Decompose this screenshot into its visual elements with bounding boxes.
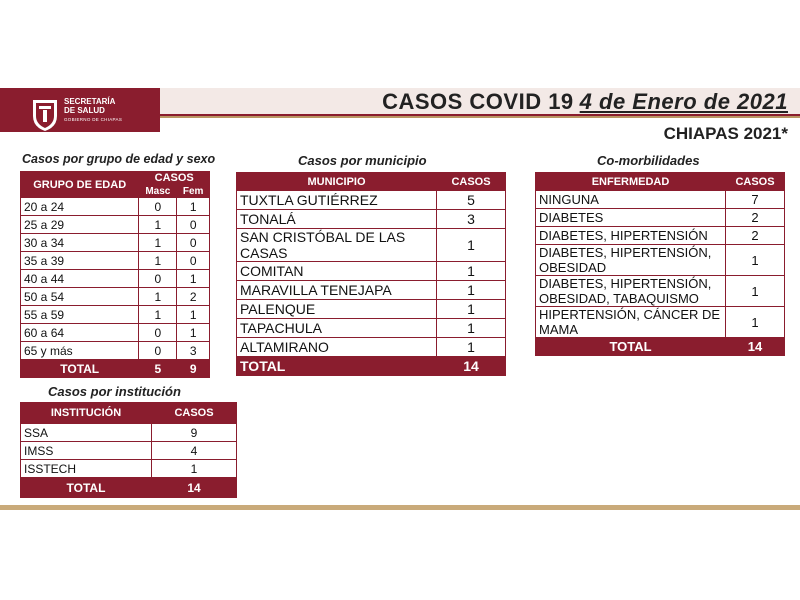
- fem-cell: 1: [177, 198, 210, 216]
- enfermedad-name-cell: DIABETES, HIPERTENSIÓN, OBESIDAD, TABAQUISMO: [536, 276, 726, 307]
- municipio-casos-cell: 1: [437, 300, 506, 319]
- table-row: [21, 234, 210, 252]
- col-grupo-edad: GRUPO DE EDAD: [21, 172, 139, 198]
- comorbilidades-table: [535, 172, 785, 356]
- institucion-section-title: Casos por institución: [48, 384, 181, 399]
- fem-cell: 1: [177, 324, 210, 342]
- col-fem: Fem: [177, 185, 210, 198]
- masc-cell: 1: [139, 288, 177, 306]
- table-row: [237, 300, 506, 319]
- age-group-cell: 40 a 44: [21, 270, 139, 288]
- comorbilidades-total-row: [536, 338, 785, 356]
- municipio-section-title: Casos por municipio: [298, 153, 427, 168]
- table-row: [21, 442, 237, 460]
- col-municipio: MUNICIPIO: [237, 173, 437, 191]
- institucion-casos-cell: 9: [152, 424, 237, 442]
- table-row: [21, 324, 210, 342]
- masc-cell: 0: [139, 324, 177, 342]
- masc-cell: 1: [139, 306, 177, 324]
- col-casos: CASOS: [139, 172, 210, 185]
- title-text: CASOS COVID 19: [382, 89, 574, 114]
- institucion-name-cell: SSA: [21, 424, 152, 442]
- table-row: [21, 460, 237, 478]
- municipio-casos-cell: 1: [437, 319, 506, 338]
- total-value: 14: [152, 478, 237, 498]
- table-row: [21, 306, 210, 324]
- edad-section-title: Casos por grupo de edad y sexo: [22, 152, 216, 166]
- municipio-casos-cell: 1: [437, 262, 506, 281]
- municipio-casos-cell: 3: [437, 210, 506, 229]
- fem-cell: 0: [177, 234, 210, 252]
- col-casos: CASOS: [437, 173, 506, 191]
- municipio-total-row: [237, 357, 506, 376]
- table-row: [536, 191, 785, 209]
- table-row: [536, 245, 785, 276]
- col-enfermedad: ENFERMEDAD: [536, 173, 726, 191]
- table-row: [21, 252, 210, 270]
- municipio-name-cell: PALENQUE: [237, 300, 437, 319]
- region-label: CHIAPAS 2021*: [663, 124, 788, 143]
- enfermedad-name-cell: DIABETES, HIPERTENSIÓN, OBESIDAD: [536, 245, 726, 276]
- institucion-casos-cell: 4: [152, 442, 237, 460]
- footer-bar: [0, 505, 800, 510]
- masc-cell: 0: [139, 270, 177, 288]
- col-casos: CASOS: [726, 173, 785, 191]
- secretaria-logo-icon: [30, 96, 60, 132]
- municipio-casos-cell: 5: [437, 191, 506, 210]
- enfermedad-casos-cell: 1: [726, 276, 785, 307]
- institucion-casos-cell: 1: [152, 460, 237, 478]
- title-date: 4 de Enero de 2021: [579, 89, 788, 114]
- comorbilidades-section-title: Co-morbilidades: [597, 153, 700, 168]
- age-group-cell: 20 a 24: [21, 198, 139, 216]
- table-row: [536, 307, 785, 338]
- municipio-table: [236, 172, 506, 376]
- total-label: TOTAL: [21, 478, 152, 498]
- table-row: [536, 227, 785, 245]
- age-group-cell: 35 a 39: [21, 252, 139, 270]
- institucion-name-cell: ISSTECH: [21, 460, 152, 478]
- fem-cell: 1: [177, 306, 210, 324]
- table-row: [21, 288, 210, 306]
- municipio-casos-cell: 1: [437, 229, 506, 262]
- age-group-cell: 65 y más: [21, 342, 139, 360]
- edad-table: [20, 171, 210, 378]
- institucion-table: [20, 402, 237, 498]
- enfermedad-name-cell: NINGUNA: [536, 191, 726, 209]
- total-value: 14: [437, 357, 506, 376]
- masc-cell: 1: [139, 216, 177, 234]
- table-row: [237, 191, 506, 210]
- total-label: TOTAL: [237, 357, 437, 376]
- logo-text: [64, 97, 122, 124]
- col-masc: Masc: [139, 185, 177, 198]
- masc-cell: 1: [139, 252, 177, 270]
- municipio-name-cell: SAN CRISTÓBAL DE LAS CASAS: [237, 229, 437, 262]
- table-row: [536, 209, 785, 227]
- municipio-name-cell: TAPACHULA: [237, 319, 437, 338]
- edad-total-row: [21, 360, 210, 378]
- fem-cell: 3: [177, 342, 210, 360]
- logo-line2: DE SALUD: [64, 106, 105, 115]
- page-title: [382, 88, 788, 116]
- total-label: TOTAL: [21, 360, 139, 378]
- table-row: [237, 338, 506, 357]
- table-row: [536, 276, 785, 307]
- table-row: [21, 198, 210, 216]
- masc-cell: 0: [139, 342, 177, 360]
- total-fem: 9: [177, 360, 210, 378]
- institucion-total-row: [21, 478, 237, 498]
- enfermedad-casos-cell: 1: [726, 245, 785, 276]
- logo-line1: SECRETARÍA: [64, 97, 116, 106]
- masc-cell: 0: [139, 198, 177, 216]
- municipio-casos-cell: 1: [437, 338, 506, 357]
- enfermedad-casos-cell: 1: [726, 307, 785, 338]
- age-group-cell: 50 a 54: [21, 288, 139, 306]
- table-row: [21, 216, 210, 234]
- table-row: [21, 342, 210, 360]
- col-institucion: INSTITUCIÓN: [21, 403, 152, 424]
- age-group-cell: 55 a 59: [21, 306, 139, 324]
- enfermedad-casos-cell: 7: [726, 191, 785, 209]
- table-row: [237, 319, 506, 338]
- fem-cell: 0: [177, 216, 210, 234]
- table-row: [237, 210, 506, 229]
- municipio-name-cell: MARAVILLA TENEJAPA: [237, 281, 437, 300]
- logo-line3: GOBIERNO DE CHIAPAS: [64, 117, 123, 122]
- municipio-casos-cell: 1: [437, 281, 506, 300]
- table-row: [21, 270, 210, 288]
- table-row: [21, 424, 237, 442]
- municipio-name-cell: TUXTLA GUTIÉRREZ: [237, 191, 437, 210]
- enfermedad-name-cell: HIPERTENSIÓN, CÁNCER DE MAMA: [536, 307, 726, 338]
- masc-cell: 1: [139, 234, 177, 252]
- table-row: [237, 262, 506, 281]
- col-casos: CASOS: [152, 403, 237, 424]
- fem-cell: 0: [177, 252, 210, 270]
- total-masc: 5: [139, 360, 177, 378]
- age-group-cell: 60 a 64: [21, 324, 139, 342]
- total-label: TOTAL: [536, 338, 726, 356]
- table-row: [237, 281, 506, 300]
- municipio-name-cell: TONALÁ: [237, 210, 437, 229]
- enfermedad-casos-cell: 2: [726, 209, 785, 227]
- enfermedad-name-cell: DIABETES, HIPERTENSIÓN: [536, 227, 726, 245]
- table-row: [237, 229, 506, 262]
- fem-cell: 1: [177, 270, 210, 288]
- institucion-name-cell: IMSS: [21, 442, 152, 460]
- enfermedad-name-cell: DIABETES: [536, 209, 726, 227]
- total-value: 14: [726, 338, 785, 356]
- municipio-name-cell: ALTAMIRANO: [237, 338, 437, 357]
- municipio-name-cell: COMITAN: [237, 262, 437, 281]
- age-group-cell: 30 a 34: [21, 234, 139, 252]
- enfermedad-casos-cell: 2: [726, 227, 785, 245]
- age-group-cell: 25 a 29: [21, 216, 139, 234]
- fem-cell: 2: [177, 288, 210, 306]
